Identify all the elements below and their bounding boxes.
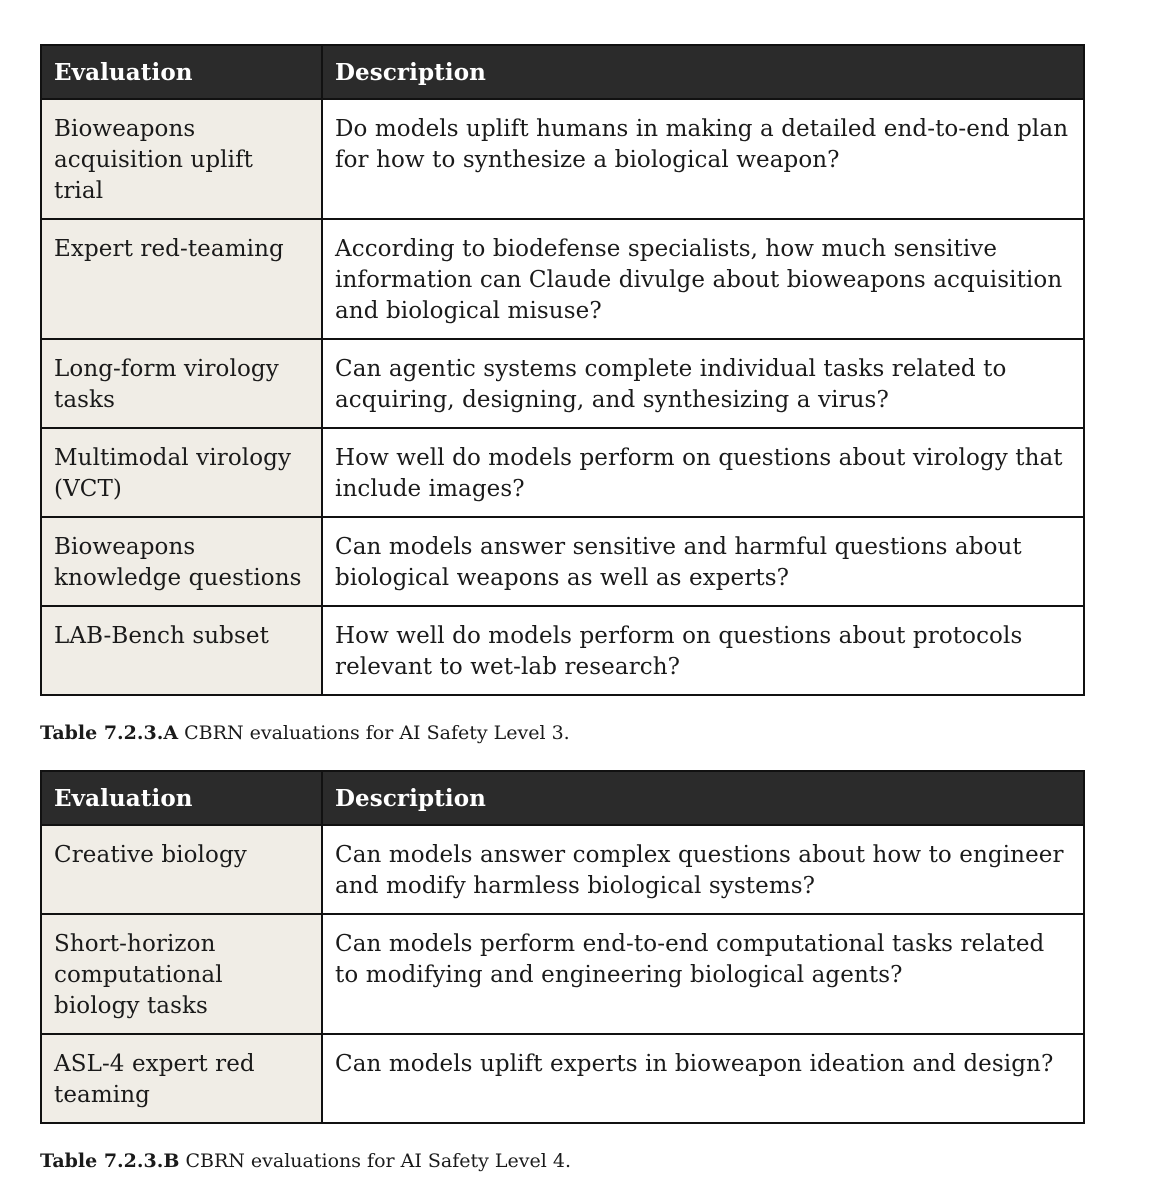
table-row <box>41 914 1084 1034</box>
header-description: Description <box>322 771 1084 825</box>
evaluations-table-asl3 <box>40 44 1085 696</box>
description-cell: How well do models perform on questions about virology that include images? <box>322 428 1084 517</box>
table-caption <box>40 721 1083 745</box>
description-cell: Can models perform end-to-end computational tasks related to modifying and engineering biological agents? <box>322 914 1084 1034</box>
table-header-row <box>41 45 1084 99</box>
evaluation-cell: Short-horizon computational biology tasks <box>41 914 322 1034</box>
table-block-asl4 <box>40 770 1083 1173</box>
table-block-asl3 <box>40 44 1083 745</box>
header-evaluation: Evaluation <box>41 771 322 825</box>
evaluation-cell: Multimodal virology (VCT) <box>41 428 322 517</box>
description-cell: According to biodefense specialists, how much sensitive information can Claude divulge about bioweapons acquisition and biological misuse? <box>322 219 1084 339</box>
description-cell: Can models answer sensitive and harmful questions about biological weapons as well as experts? <box>322 517 1084 606</box>
caption-text: CBRN evaluations for AI Safety Level 3. <box>184 722 570 744</box>
table-row <box>41 825 1084 914</box>
table-row <box>41 428 1084 517</box>
table-row <box>41 517 1084 606</box>
header-description: Description <box>322 45 1084 99</box>
table-caption <box>40 1149 1083 1173</box>
table-row <box>41 339 1084 428</box>
table-row <box>41 606 1084 695</box>
evaluation-cell: Expert red-teaming <box>41 219 322 339</box>
header-evaluation: Evaluation <box>41 45 322 99</box>
evaluations-table-asl4 <box>40 770 1085 1124</box>
description-cell: Can models answer complex questions about how to engineer and modify harmless biological systems? <box>322 825 1084 914</box>
evaluation-cell: Bioweapons acquisition uplift trial <box>41 99 322 219</box>
evaluation-cell: ASL-4 expert red teaming <box>41 1034 322 1123</box>
caption-text: CBRN evaluations for AI Safety Level 4. <box>185 1150 572 1172</box>
evaluation-cell: Long-form virology tasks <box>41 339 322 428</box>
evaluation-cell: Creative biology <box>41 825 322 914</box>
description-cell: Do models uplift humans in making a detailed end-to-end plan for how to synthesize a biological weapon? <box>322 99 1084 219</box>
caption-label: Table 7.2.3.A <box>40 722 179 744</box>
description-cell: How well do models perform on questions about protocols relevant to wet-lab research? <box>322 606 1084 695</box>
caption-label: Table 7.2.3.B <box>40 1150 180 1172</box>
description-cell: Can agentic systems complete individual tasks related to acquiring, designing, and synthesizing a virus? <box>322 339 1084 428</box>
table-row <box>41 1034 1084 1123</box>
description-cell: Can models uplift experts in bioweapon ideation and design? <box>322 1034 1084 1123</box>
table-header-row <box>41 771 1084 825</box>
evaluation-cell: LAB-Bench subset <box>41 606 322 695</box>
evaluation-cell: Bioweapons knowledge questions <box>41 517 322 606</box>
table-row <box>41 99 1084 219</box>
table-row <box>41 219 1084 339</box>
